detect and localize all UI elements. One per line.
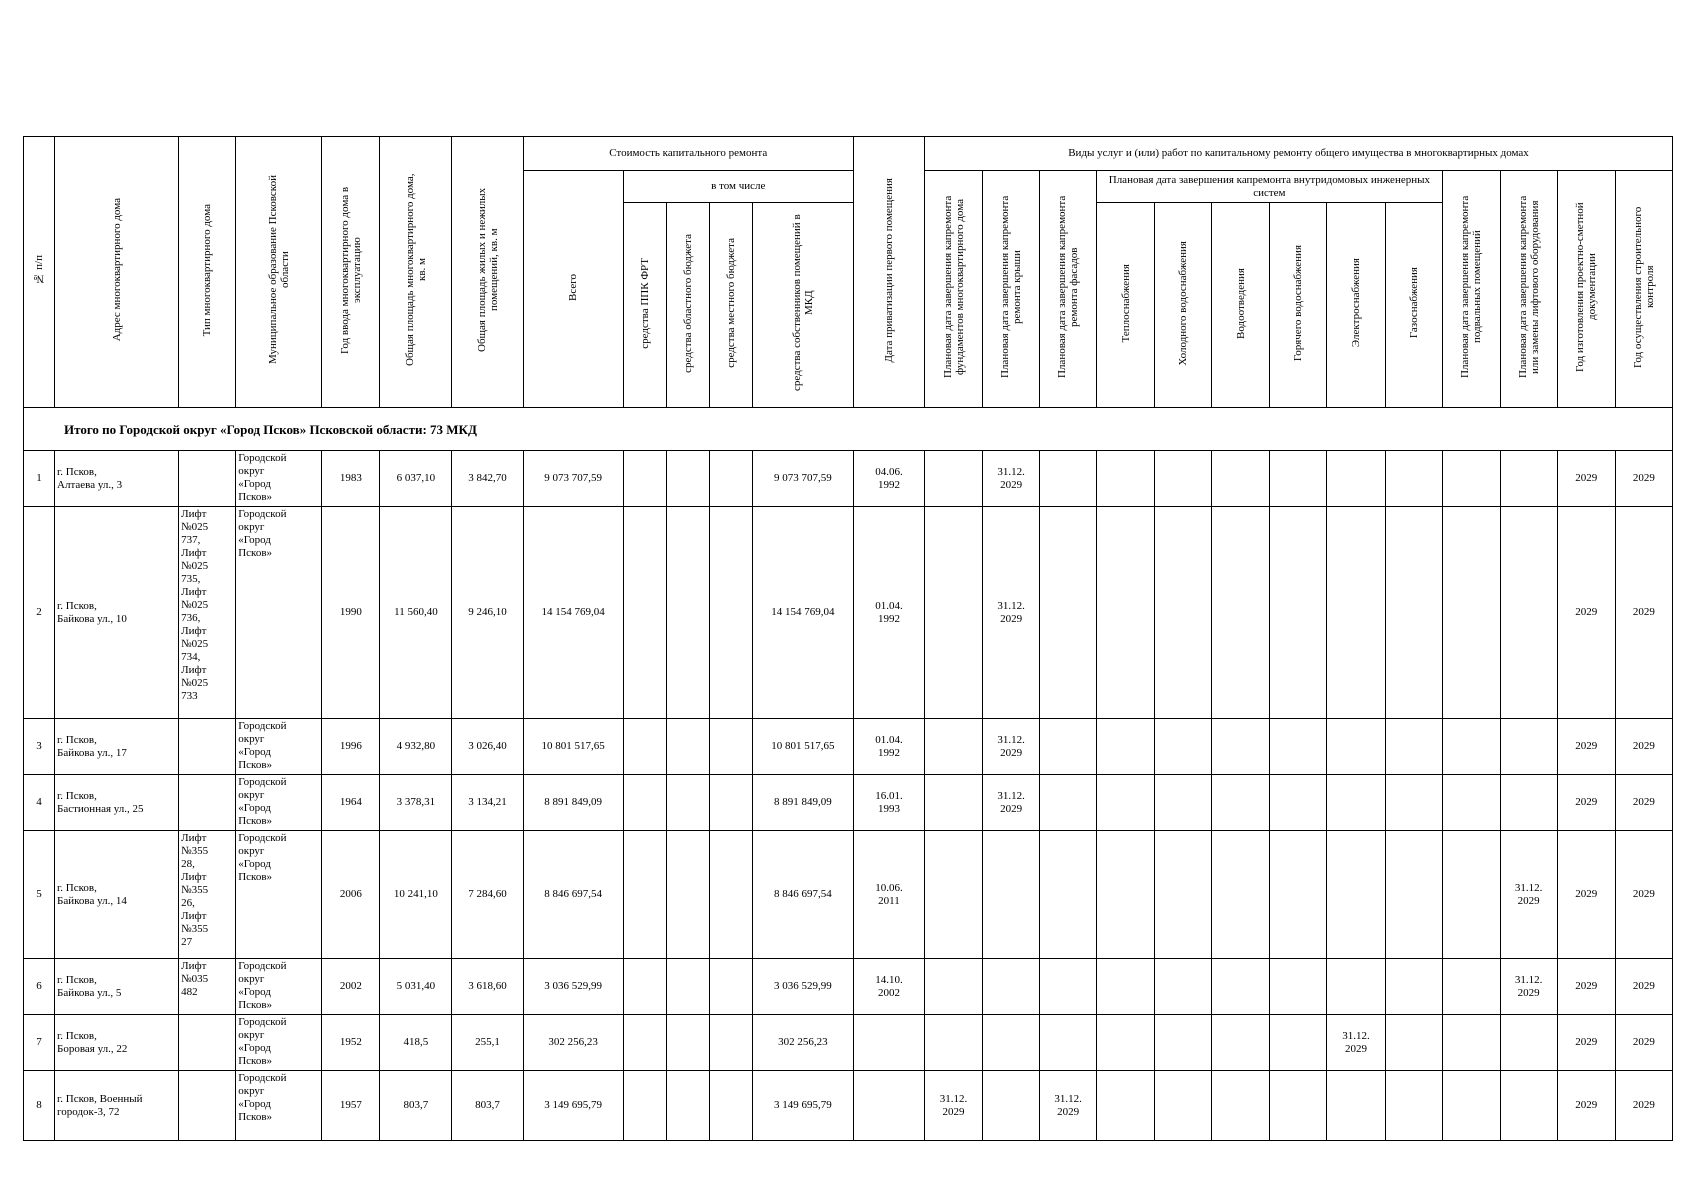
cell-total-area: 6 037,10 (380, 451, 452, 507)
table-row (24, 959, 1673, 1015)
cell-num: 3 (24, 719, 55, 775)
cell-gas (1385, 959, 1442, 1015)
cell-foundation (925, 451, 983, 507)
cell-roof (983, 959, 1040, 1015)
cell-owners: 3 149 695,79 (752, 1071, 853, 1141)
cell-lift: 31.12. 2029 (1500, 831, 1557, 959)
cell-basement (1442, 1071, 1500, 1141)
cell-rooms-area: 3 134,21 (452, 775, 523, 831)
cell-electric (1327, 507, 1385, 719)
cell-municipality: Городской округ «Город Псков» (236, 831, 322, 959)
cell-hot-water (1270, 1071, 1327, 1141)
cell-roof: 31.12. 2029 (983, 451, 1040, 507)
header-cost-group: Стоимость капитального ремонта (523, 137, 853, 171)
cell-facade (1040, 451, 1097, 507)
cell-hot-water (1270, 507, 1327, 719)
cell-cost-total: 302 256,23 (523, 1015, 623, 1071)
table-row (24, 507, 1673, 719)
cell-owners: 10 801 517,65 (752, 719, 853, 775)
cell-cold-water (1155, 719, 1212, 775)
cell-electric (1327, 719, 1385, 775)
header-gas: Газоснабжения (1385, 203, 1442, 408)
cell-year: 1957 (322, 1071, 380, 1141)
header-design-year: Год изготовления проектно-сметной документации (1557, 171, 1615, 408)
cell-control-year: 2029 (1615, 507, 1672, 719)
cell-basement (1442, 959, 1500, 1015)
header-rooms-area: Общая площадь жилых и нежилых помещений, кв. м (452, 137, 523, 408)
header-roof: Плановая дата завершения капремонта ремонта крыши (983, 171, 1040, 408)
cell-regional (666, 1071, 709, 1141)
cell-hot-water (1270, 451, 1327, 507)
cell-year: 1990 (322, 507, 380, 719)
cell-rooms-area: 803,7 (452, 1071, 523, 1141)
cell-roof (983, 1071, 1040, 1141)
cell-privatization: 01.04. 1992 (853, 719, 924, 775)
cell-rooms-area: 3 618,60 (452, 959, 523, 1015)
cell-cold-water (1155, 831, 1212, 959)
cell-gas (1385, 451, 1442, 507)
cell-hot-water (1270, 1015, 1327, 1071)
header-heat: Теплоснабжения (1097, 203, 1155, 408)
cell-lift (1500, 719, 1557, 775)
cell-municipality: Городской округ «Город Псков» (236, 507, 322, 719)
cell-year: 1983 (322, 451, 380, 507)
cell-address: г. Псков, Боровая ул., 22 (55, 1015, 179, 1071)
cell-privatization (853, 1015, 924, 1071)
cell-lift (1500, 451, 1557, 507)
header-control-year: Год осуществления строительного контроля (1615, 171, 1672, 408)
cell-heat (1097, 1015, 1155, 1071)
cell-municipality: Городской округ «Город Псков» (236, 959, 322, 1015)
cell-cold-water (1155, 775, 1212, 831)
cell-electric: 31.12. 2029 (1327, 1015, 1385, 1071)
cell-ppk (623, 451, 666, 507)
cell-local (709, 775, 752, 831)
cell-privatization: 10.06. 2011 (853, 831, 924, 959)
cell-design-year: 2029 (1557, 1015, 1615, 1071)
cell-facade: 31.12. 2029 (1040, 1071, 1097, 1141)
cell-facade (1040, 1015, 1097, 1071)
cell-design-year: 2029 (1557, 719, 1615, 775)
cell-total-area: 10 241,10 (380, 831, 452, 959)
cell-heat (1097, 451, 1155, 507)
cell-gas (1385, 831, 1442, 959)
cell-ppk (623, 831, 666, 959)
cell-num: 6 (24, 959, 55, 1015)
cell-num: 7 (24, 1015, 55, 1071)
cell-total-area: 418,5 (380, 1015, 452, 1071)
cell-basement (1442, 831, 1500, 959)
cell-facade (1040, 719, 1097, 775)
header-facade: Плановая дата завершения капремонта ремонта фасадов (1040, 171, 1097, 408)
cell-heat (1097, 775, 1155, 831)
cell-owners: 302 256,23 (752, 1015, 853, 1071)
cell-municipality: Городской округ «Город Псков» (236, 451, 322, 507)
cell-foundation (925, 507, 983, 719)
cell-year: 1964 (322, 775, 380, 831)
cell-num: 1 (24, 451, 55, 507)
header-type: Тип многоквартирного дома (179, 137, 236, 408)
cell-address: г. Псков, Военный городок-3, 72 (55, 1071, 179, 1141)
cell-rooms-area: 7 284,60 (452, 831, 523, 959)
cell-cold-water (1155, 1015, 1212, 1071)
header-basement: Плановая дата завершения капремонта подвальных помещений (1442, 171, 1500, 408)
header-lift: Плановая дата завершения капремонта или замены лифтового оборудования (1500, 171, 1557, 408)
cell-drain (1212, 775, 1270, 831)
cell-cost-total: 9 073 707,59 (523, 451, 623, 507)
cell-foundation (925, 1015, 983, 1071)
table-row (24, 451, 1673, 507)
cell-design-year: 2029 (1557, 1071, 1615, 1141)
cell-rooms-area: 9 246,10 (452, 507, 523, 719)
cell-municipality: Городской округ «Город Псков» (236, 1071, 322, 1141)
cell-address: г. Псков, Алтаева ул., 3 (55, 451, 179, 507)
cell-heat (1097, 1071, 1155, 1141)
cell-rooms-area: 3 026,40 (452, 719, 523, 775)
header-local: средства местного бюджета (709, 203, 752, 408)
cell-owners: 8 846 697,54 (752, 831, 853, 959)
cell-regional (666, 775, 709, 831)
cell-address: г. Псков, Байкова ул., 14 (55, 831, 179, 959)
cell-local (709, 959, 752, 1015)
cell-ppk (623, 775, 666, 831)
cell-privatization: 04.06. 1992 (853, 451, 924, 507)
cell-ppk (623, 719, 666, 775)
cell-regional (666, 831, 709, 959)
cell-heat (1097, 507, 1155, 719)
cell-year: 1952 (322, 1015, 380, 1071)
cell-cost-total: 8 891 849,09 (523, 775, 623, 831)
cell-drain (1212, 831, 1270, 959)
cell-total-area: 4 932,80 (380, 719, 452, 775)
header-systems-group: Плановая дата завершения капремонта внутридомовых инженерных систем (1097, 171, 1442, 203)
header-hot-water: Горячего водоснабжения (1270, 203, 1327, 408)
cell-regional (666, 719, 709, 775)
header-cost-total: Всего (523, 171, 623, 408)
cell-design-year: 2029 (1557, 959, 1615, 1015)
cell-roof: 31.12. 2029 (983, 775, 1040, 831)
cell-type (179, 451, 236, 507)
cell-municipality: Городской округ «Город Псков» (236, 775, 322, 831)
header-num: № п/п (24, 137, 55, 408)
cell-design-year: 2029 (1557, 831, 1615, 959)
cell-basement (1442, 1015, 1500, 1071)
cell-local (709, 507, 752, 719)
cell-type (179, 1015, 236, 1071)
cell-local (709, 1071, 752, 1141)
cell-drain (1212, 451, 1270, 507)
table-row (24, 831, 1673, 959)
cell-electric (1327, 451, 1385, 507)
table-row (24, 719, 1673, 775)
cell-type (179, 1071, 236, 1141)
cell-control-year: 2029 (1615, 959, 1672, 1015)
cell-cost-total: 3 149 695,79 (523, 1071, 623, 1141)
header-works-group: Виды услуг и (или) работ по капитальному ремонту общего имущества в многоквартирных домах (925, 137, 1673, 171)
cell-num: 4 (24, 775, 55, 831)
cell-privatization: 01.04. 1992 (853, 507, 924, 719)
header-electric: Электроснабжения (1327, 203, 1385, 408)
cell-foundation (925, 959, 983, 1015)
cell-electric (1327, 831, 1385, 959)
cell-cold-water (1155, 1071, 1212, 1141)
cell-municipality: Городской округ «Город Псков» (236, 1015, 322, 1071)
cell-address: г. Псков, Байкова ул., 17 (55, 719, 179, 775)
cell-roof (983, 1015, 1040, 1071)
table-row (24, 775, 1673, 831)
cell-hot-water (1270, 775, 1327, 831)
cell-total-area: 803,7 (380, 1071, 452, 1141)
cell-drain (1212, 1015, 1270, 1071)
cell-roof: 31.12. 2029 (983, 507, 1040, 719)
cell-electric (1327, 959, 1385, 1015)
cell-local (709, 451, 752, 507)
cell-regional (666, 451, 709, 507)
cell-control-year: 2029 (1615, 831, 1672, 959)
cell-cost-total: 14 154 769,04 (523, 507, 623, 719)
cell-gas (1385, 1015, 1442, 1071)
cell-type (179, 775, 236, 831)
cell-facade (1040, 831, 1097, 959)
cell-electric (1327, 775, 1385, 831)
cell-cost-total: 3 036 529,99 (523, 959, 623, 1015)
cell-privatization: 14.10. 2002 (853, 959, 924, 1015)
cell-design-year: 2029 (1557, 451, 1615, 507)
cell-regional (666, 507, 709, 719)
cell-ppk (623, 1071, 666, 1141)
cell-basement (1442, 719, 1500, 775)
cell-type: Лифт №035 482 (179, 959, 236, 1015)
cell-facade (1040, 775, 1097, 831)
cell-cold-water (1155, 959, 1212, 1015)
cell-hot-water (1270, 831, 1327, 959)
cell-address: г. Псков, Байкова ул., 5 (55, 959, 179, 1015)
cell-municipality: Городской округ «Город Псков» (236, 719, 322, 775)
cell-num: 5 (24, 831, 55, 959)
cell-lift (1500, 775, 1557, 831)
header-municipality: Муниципальное образование Псковской области (236, 137, 322, 408)
cell-design-year: 2029 (1557, 775, 1615, 831)
cell-total-area: 5 031,40 (380, 959, 452, 1015)
cell-local (709, 831, 752, 959)
capital-repair-table (23, 136, 1673, 1141)
header-total-area: Общая площадь многоквартирного дома, кв. м (380, 137, 452, 408)
cell-facade (1040, 959, 1097, 1015)
cell-facade (1040, 507, 1097, 719)
header-regional: средства областного бюджета (666, 203, 709, 408)
cell-foundation (925, 775, 983, 831)
cell-owners: 8 891 849,09 (752, 775, 853, 831)
cell-type: Лифт №025 737, Лифт №025 735, Лифт №025 736, Лифт №025 734, Лифт №025 733 (179, 507, 236, 719)
cell-rooms-area: 3 842,70 (452, 451, 523, 507)
header-year: Год ввода многоквартирного дома в эксплуатацию (322, 137, 380, 408)
cell-ppk (623, 507, 666, 719)
cell-year: 2002 (322, 959, 380, 1015)
cell-drain (1212, 1071, 1270, 1141)
cell-foundation: 31.12. 2029 (925, 1071, 983, 1141)
header-foundation: Плановая дата завершения капремонта фундаментов многоквартирного дома (925, 171, 983, 408)
header-address: Адрес многоквартирного дома (55, 137, 179, 408)
cell-num: 2 (24, 507, 55, 719)
cell-owners: 3 036 529,99 (752, 959, 853, 1015)
summary-text: Итого по Городской округ «Город Псков» Псковской области: 73 МКД (24, 408, 1673, 451)
header-ppk: средства ППК ФРТ (623, 203, 666, 408)
cell-cost-total: 10 801 517,65 (523, 719, 623, 775)
cell-roof: 31.12. 2029 (983, 719, 1040, 775)
cell-regional (666, 1015, 709, 1071)
cell-total-area: 3 378,31 (380, 775, 452, 831)
cell-control-year: 2029 (1615, 1015, 1672, 1071)
cell-cold-water (1155, 507, 1212, 719)
cell-lift (1500, 1071, 1557, 1141)
cell-heat (1097, 719, 1155, 775)
cell-privatization (853, 1071, 924, 1141)
cell-hot-water (1270, 719, 1327, 775)
cell-local (709, 1015, 752, 1071)
cell-basement (1442, 507, 1500, 719)
summary-row (24, 408, 1673, 451)
cell-type (179, 719, 236, 775)
cell-foundation (925, 719, 983, 775)
cell-ppk (623, 959, 666, 1015)
cell-ppk (623, 1015, 666, 1071)
cell-drain (1212, 719, 1270, 775)
cell-owners: 14 154 769,04 (752, 507, 853, 719)
cell-control-year: 2029 (1615, 451, 1672, 507)
cell-type: Лифт №355 28, Лифт №355 26, Лифт №355 27 (179, 831, 236, 959)
cell-drain (1212, 959, 1270, 1015)
cell-owners: 9 073 707,59 (752, 451, 853, 507)
cell-drain (1212, 507, 1270, 719)
cell-electric (1327, 1071, 1385, 1141)
cell-basement (1442, 775, 1500, 831)
cell-rooms-area: 255,1 (452, 1015, 523, 1071)
header-cold-water: Холодного водоснабжения (1155, 203, 1212, 408)
cell-design-year: 2029 (1557, 507, 1615, 719)
cell-regional (666, 959, 709, 1015)
cell-control-year: 2029 (1615, 775, 1672, 831)
cell-heat (1097, 831, 1155, 959)
table-row (24, 1071, 1673, 1141)
cell-roof (983, 831, 1040, 959)
cell-lift: 31.12. 2029 (1500, 959, 1557, 1015)
cell-gas (1385, 507, 1442, 719)
table-row (24, 1015, 1673, 1071)
cell-cold-water (1155, 451, 1212, 507)
header-including: в том числе (623, 171, 853, 203)
cell-total-area: 11 560,40 (380, 507, 452, 719)
cell-privatization: 16.01. 1993 (853, 775, 924, 831)
cell-lift (1500, 507, 1557, 719)
cell-address: г. Псков, Байкова ул., 10 (55, 507, 179, 719)
cell-control-year: 2029 (1615, 1071, 1672, 1141)
cell-address: г. Псков, Бастионная ул., 25 (55, 775, 179, 831)
cell-local (709, 719, 752, 775)
cell-lift (1500, 1015, 1557, 1071)
header-privatization: Дата приватизации первого помещения (853, 137, 924, 408)
cell-basement (1442, 451, 1500, 507)
header-owners: средства собственников помещений в МКД (752, 203, 853, 408)
cell-gas (1385, 719, 1442, 775)
cell-num: 8 (24, 1071, 55, 1141)
cell-year: 2006 (322, 831, 380, 959)
cell-gas (1385, 1071, 1442, 1141)
cell-cost-total: 8 846 697,54 (523, 831, 623, 959)
cell-year: 1996 (322, 719, 380, 775)
cell-hot-water (1270, 959, 1327, 1015)
cell-control-year: 2029 (1615, 719, 1672, 775)
cell-foundation (925, 831, 983, 959)
header-drain: Водоотведения (1212, 203, 1270, 408)
cell-heat (1097, 959, 1155, 1015)
cell-gas (1385, 775, 1442, 831)
